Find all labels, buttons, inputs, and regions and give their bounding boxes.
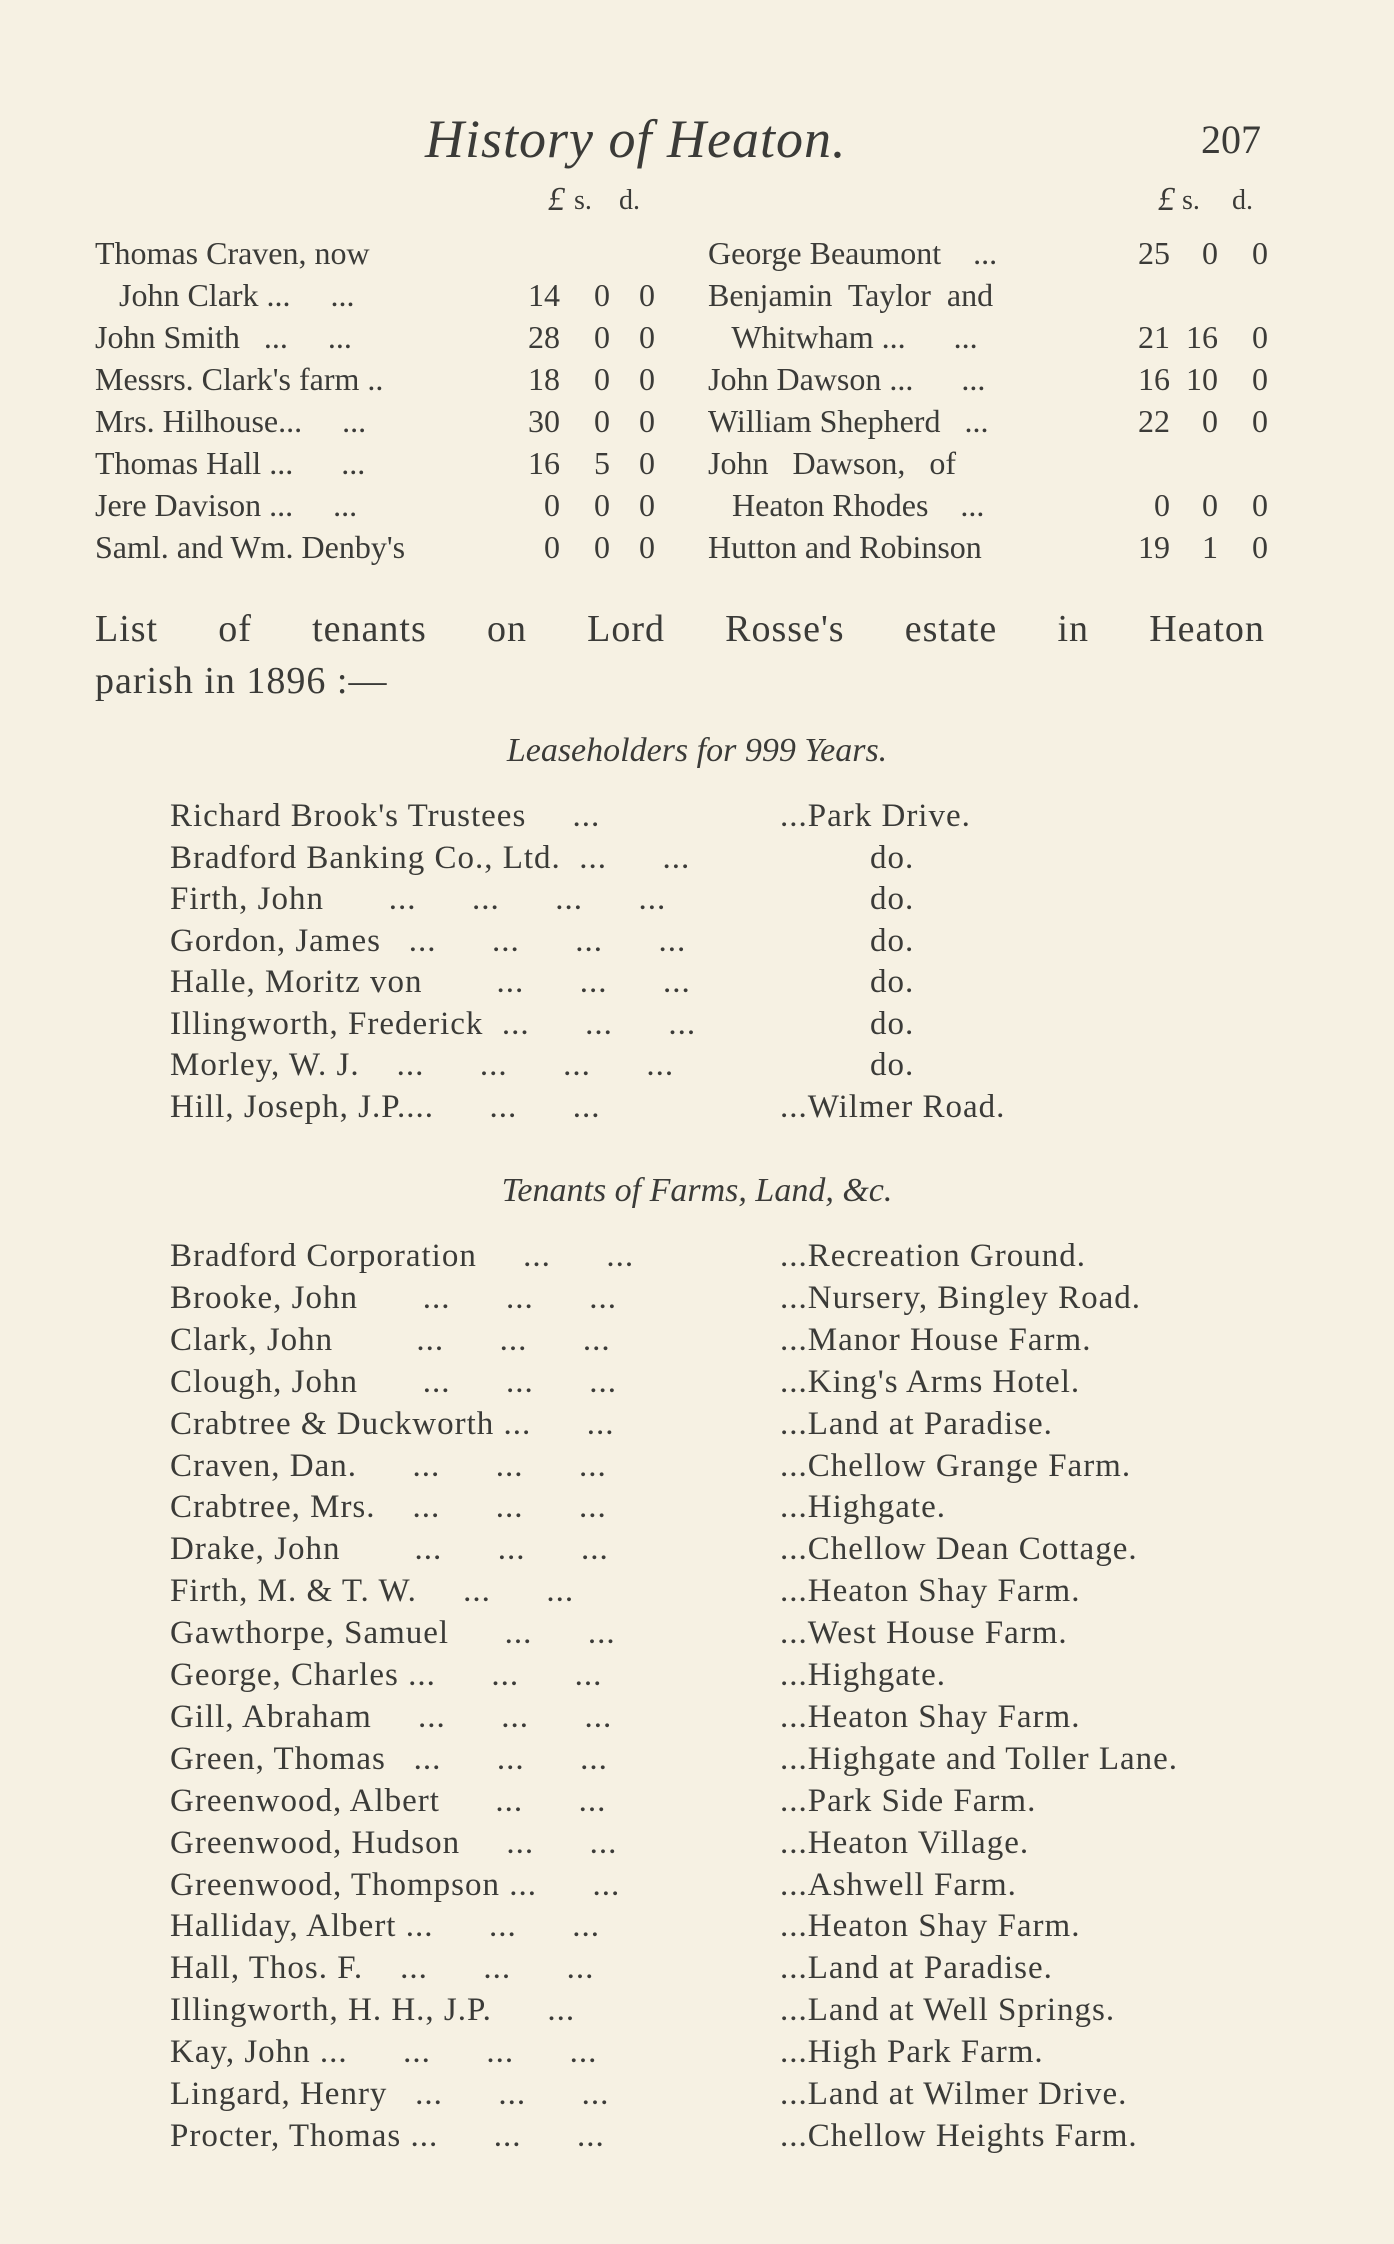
ledger-amount-s: 16: [1186, 319, 1218, 355]
ledger-row: [708, 529, 1278, 571]
intro-word: tenants: [312, 608, 427, 650]
entry-location: ...Chellow Heights Farm.: [780, 2117, 1138, 2154]
ledger-amount-d: 0: [639, 277, 655, 313]
ledger-left-column: [95, 181, 665, 565]
ledger-name: Mrs. Hilhouse... ...: [95, 403, 367, 439]
entry-name: Gawthorpe, Samuel ... ...: [170, 1615, 616, 1652]
ledger-amount-l: 0: [544, 529, 560, 565]
ledger-row: [95, 529, 665, 571]
ledger-row: [95, 235, 665, 277]
ledger-amount-s: 0: [594, 487, 610, 523]
ledger-amount-d: 0: [639, 319, 655, 355]
ledger-amount-l: 0: [1154, 487, 1170, 523]
entry-location: ...Highgate.: [780, 1489, 946, 1526]
ledger-amount-s: 0: [594, 361, 610, 397]
entry-location: do.: [870, 964, 915, 1000]
ledger-amount-d: 0: [1252, 487, 1268, 523]
ledger-row: [708, 487, 1278, 529]
ledger-amount-l: 21: [1138, 319, 1170, 355]
intro-word: of: [218, 608, 252, 650]
intro-word: Lord: [587, 608, 665, 650]
entry-name: Bradford Banking Co., Ltd. ... ...: [170, 839, 691, 876]
ledger-amount-d: 0: [1252, 403, 1268, 439]
entry-name: Halliday, Albert ... ... ...: [170, 1908, 600, 1945]
ledger-amount-l: 22: [1138, 403, 1170, 439]
ledger-amount-s: 0: [1202, 235, 1218, 271]
currency-shillings: s.: [1182, 185, 1200, 216]
ledger-name: William Shepherd ...: [708, 403, 989, 439]
intro-word: on: [486, 608, 527, 650]
entry-name: Clough, John ... ... ...: [170, 1363, 618, 1400]
entry-location: ...Heaton Shay Farm.: [780, 1908, 1081, 1945]
entry-name: Crabtree, Mrs. ... ... ...: [170, 1489, 607, 1526]
entry-location: ...High Park Farm.: [780, 2034, 1044, 2071]
entry-name: Illingworth, H. H., J.P. ...: [170, 1992, 576, 2029]
ledger-amount-l: 28: [528, 319, 560, 355]
entry-location: do.: [870, 881, 915, 917]
ledger-amount-d: 0: [1252, 235, 1268, 271]
ledger-name: Messrs. Clark's farm ..: [95, 361, 384, 397]
ledger-name: John Dawson ... ...: [708, 361, 986, 397]
ledger-name: Whitwham ... ...: [708, 319, 978, 355]
intro-word: in: [1057, 608, 1090, 650]
ledger-amount-s: 5: [594, 445, 610, 481]
ledger-amount-l: 16: [1138, 361, 1170, 397]
entry-location: ...Chellow Dean Cottage.: [780, 1531, 1138, 1568]
ledger-amount-d: 0: [639, 361, 655, 397]
entry-location: do.: [870, 839, 915, 876]
entry-name: Illingworth, Frederick ... ... ...: [170, 1005, 697, 1042]
ledger-amount-s: 0: [594, 319, 610, 355]
entry-name: Hill, Joseph, J.P.... ... ...: [170, 1088, 601, 1125]
ledger-amount-l: 19: [1138, 529, 1170, 565]
ledger-row: [95, 319, 665, 361]
entry-name: Lingard, Henry ... ... ...: [170, 2076, 610, 2112]
ledger-row: [95, 361, 665, 403]
ledger-row: [708, 319, 1278, 361]
intro-word: Heaton: [1149, 608, 1265, 650]
entry-location: ...Land at Paradise.: [780, 1950, 1053, 1987]
ledger-row: [708, 361, 1278, 403]
currency-pounds: £: [1158, 181, 1175, 218]
ledger-amount-s: 0: [594, 277, 610, 313]
ledger-name: John Clark ... ...: [95, 277, 355, 313]
entry-location: ...King's Arms Hotel.: [780, 1363, 1081, 1400]
page-header: [0, 108, 1394, 168]
entry-name: Firth, John ... ... ... ...: [170, 881, 667, 917]
ledger-amount-d: 0: [639, 403, 655, 439]
ledger-amount-d: 0: [639, 529, 655, 565]
entry-name: Craven, Dan. ... ... ...: [170, 1447, 607, 1484]
ledger-amount-l: 16: [528, 445, 560, 481]
entry-name: Firth, M. & T. W. ... ...: [170, 1573, 575, 1610]
ledger-row: [708, 277, 1278, 319]
ledger-row: [708, 403, 1278, 445]
ledger-name: Thomas Hall ... ...: [95, 445, 366, 481]
entry-location: ...Highgate and Toller Lane.: [780, 1740, 1179, 1777]
ledger-name: Jere Davison ... ...: [95, 487, 358, 523]
leaseholders-heading: Leaseholders for 999 Years.: [506, 732, 888, 769]
ledger-row: [708, 445, 1278, 487]
entry-name: Kay, John ... ... ... ...: [170, 2034, 598, 2071]
entry-name: Hall, Thos. F. ... ... ...: [170, 1950, 595, 1987]
ledger-row: [95, 445, 665, 487]
ledger-name: George Beaumont ...: [708, 235, 998, 271]
entry-location: ...Heaton Shay Farm.: [780, 1573, 1081, 1610]
entry-location: ...Land at Paradise.: [780, 1405, 1053, 1442]
intro-word: List: [95, 608, 159, 650]
ledger-row: [708, 235, 1278, 277]
intro-line-1: [95, 603, 1265, 655]
ledger-name: John Smith ... ...: [95, 319, 352, 355]
ledger-amount-d: 0: [1252, 319, 1268, 355]
ledger-amount-l: 14: [528, 277, 560, 313]
entry-name: Procter, Thomas ... ... ...: [170, 2117, 605, 2154]
left-currency-head: [95, 181, 665, 221]
entry-name: Greenwood, Hudson ... ...: [170, 1824, 618, 1861]
entry-name: Halle, Moritz von ... ... ...: [170, 964, 691, 1000]
entry-location: ...Chellow Grange Farm.: [780, 1447, 1132, 1484]
currency-shillings: s.: [574, 185, 592, 216]
ledger-row: [95, 487, 665, 529]
intro-line-2: parish in 1896 :—: [95, 660, 388, 702]
ledger-amount-l: 30: [528, 403, 560, 439]
leaseholders-list: [170, 798, 1310, 1148]
currency-pence: d.: [619, 185, 640, 216]
entry-location: ...Highgate.: [780, 1657, 946, 1693]
entry-name: Crabtree & Duckworth ... ...: [170, 1405, 615, 1442]
entry-location: ...Manor House Farm.: [780, 1321, 1092, 1358]
page-number: 207: [1201, 117, 1261, 162]
entry-location: ...Nursery, Bingley Road.: [780, 1279, 1142, 1316]
entry-location: ...Wilmer Road.: [780, 1088, 1006, 1125]
ledger-amount-s: 0: [594, 403, 610, 439]
ledger-amount-l: 0: [544, 487, 560, 523]
tenants-list: [170, 1238, 1310, 2168]
ledger-amount-s: 1: [1202, 529, 1218, 565]
intro-word: estate: [904, 608, 998, 650]
ledger-amount-d: 0: [1252, 529, 1268, 565]
intro-word: Rosse's: [725, 608, 845, 650]
entry-location: ...West House Farm.: [780, 1615, 1068, 1652]
entry-name: Gill, Abraham ... ... ...: [170, 1698, 613, 1735]
ledger-amount-l: 18: [528, 361, 560, 397]
currency-pence: d.: [1232, 185, 1253, 216]
ledger-name: Hutton and Robinson: [708, 529, 982, 565]
intro-paragraph: [95, 603, 1265, 707]
entry-location: ...Heaton Village.: [780, 1824, 1030, 1861]
entry-name: Brooke, John ... ... ...: [170, 1279, 617, 1316]
tenants-heading: Tenants of Farms, Land, &c.: [501, 1172, 893, 1209]
currency-pounds: £: [548, 181, 565, 218]
running-title: History of Heaton.: [425, 109, 847, 169]
right-currency-head: [708, 181, 1278, 221]
entry-name: Clark, John ... ... ...: [170, 1321, 611, 1358]
entry-location: ...Ashwell Farm.: [780, 1866, 1017, 1903]
entry-name: Gordon, James ... ... ... ...: [170, 922, 687, 959]
ledger-name: Benjamin Taylor and: [708, 277, 994, 313]
entry-location: ...Park Drive.: [780, 798, 971, 834]
ledger-name: John Dawson, of: [708, 445, 956, 481]
entry-location: ...Land at Wilmer Drive.: [780, 2076, 1128, 2112]
ledger-name: Saml. and Wm. Denby's: [95, 529, 406, 565]
entry-name: Green, Thomas ... ... ...: [170, 1740, 608, 1777]
rent-ledger: [0, 181, 1394, 565]
ledger-row: [95, 277, 665, 319]
entry-location: ...Land at Well Springs.: [780, 1992, 1116, 2029]
ledger-amount-d: 0: [1252, 361, 1268, 397]
entry-name: Drake, John ... ... ...: [170, 1531, 609, 1568]
entry-name: Richard Brook's Trustees ...: [170, 798, 601, 834]
ledger-amount-s: 10: [1186, 361, 1218, 397]
ledger-amount-d: 0: [639, 487, 655, 523]
entry-name: Greenwood, Albert ... ...: [170, 1782, 607, 1819]
ledger-row: [95, 403, 665, 445]
entry-name: Greenwood, Thompson ... ...: [170, 1866, 621, 1903]
ledger-amount-s: 0: [1202, 403, 1218, 439]
ledger-amount-d: 0: [639, 445, 655, 481]
entry-location: ...Heaton Shay Farm.: [780, 1698, 1081, 1735]
entry-location: do.: [870, 922, 915, 959]
ledger-amount-s: 0: [1202, 487, 1218, 523]
entry-name: Morley, W. J. ... ... ... ...: [170, 1047, 675, 1083]
entry-location: do.: [870, 1005, 915, 1042]
ledger-name: Heaton Rhodes ...: [708, 487, 985, 523]
ledger-name: Thomas Craven, now: [95, 235, 370, 271]
entry-location: ...Park Side Farm.: [780, 1782, 1037, 1819]
ledger-right-column: [708, 181, 1278, 565]
entry-location: do.: [870, 1047, 915, 1083]
entry-location: ...Recreation Ground.: [780, 1238, 1086, 1274]
entry-name: George, Charles ... ... ...: [170, 1657, 603, 1693]
ledger-amount-s: 0: [594, 529, 610, 565]
ledger-amount-l: 25: [1138, 235, 1170, 271]
entry-name: Bradford Corporation ... ...: [170, 1238, 635, 1274]
